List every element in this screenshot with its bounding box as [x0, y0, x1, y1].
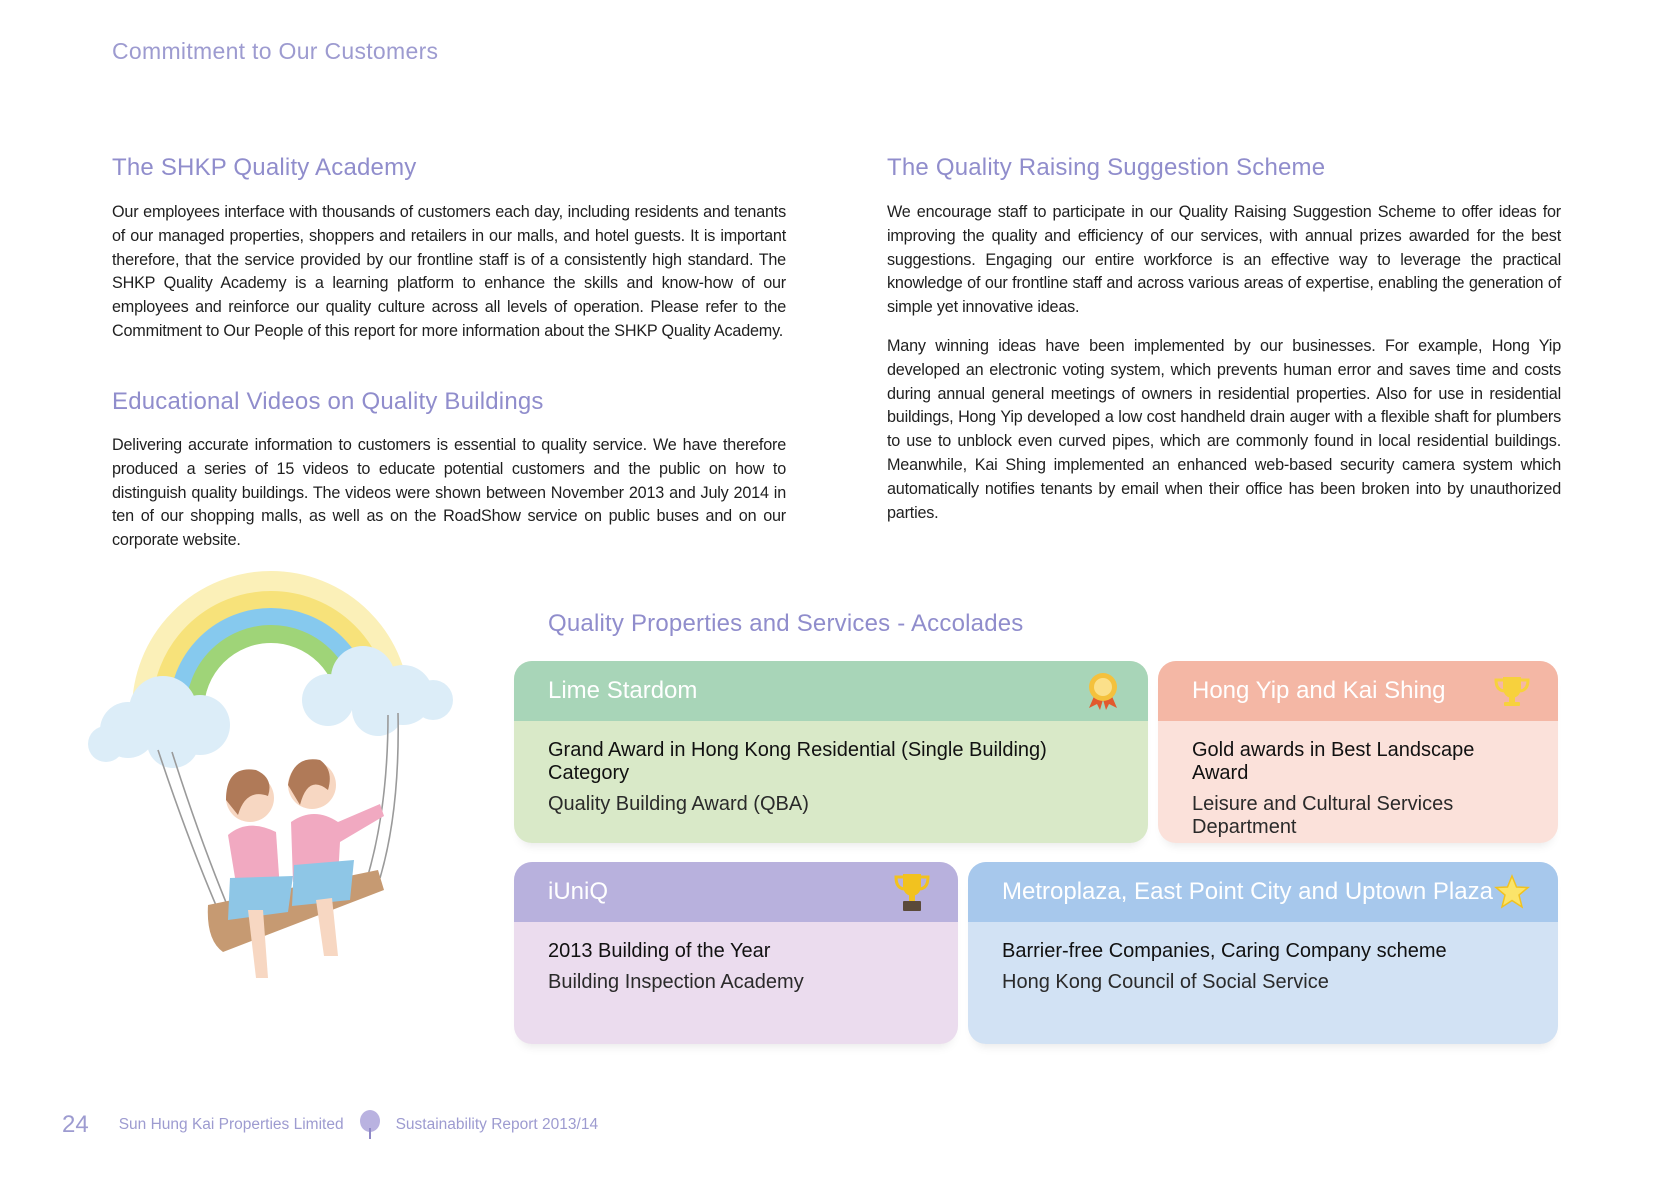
card-title: iUniQ	[548, 878, 609, 905]
academy-body	[112, 201, 786, 344]
accolade-card-metroplaza	[968, 862, 1558, 1044]
page-number: 24	[62, 1111, 89, 1138]
award-organization: Hong Kong Council of Social Service	[1002, 971, 1329, 993]
rainbow-swing-illustration	[88, 560, 468, 1000]
academy-paragraph: Our employees interface with thousands of customers each day, including residents and tenants of our managed properties, shoppers and retailers in our malls, and hotel guests. It is important therefore, that the service provided by our frontline staff is of a consistently high standard. The SHKP Quality Academy is a learning platform to enhance the skills and know-how of our employees and reinforce our quality culture across all levels of operation. Please refer to the Commitment to Our People of this report for more information about the SHKP Quality Academy.	[112, 203, 786, 340]
trophy-icon	[894, 872, 930, 912]
award-title: Gold awards in Best Landscape Award	[1192, 739, 1475, 784]
running-header: Commitment to Our Customers	[112, 38, 439, 64]
suggestion-scheme-heading: The Quality Raising Suggestion Scheme	[887, 154, 1326, 181]
accolade-card-hong-yip-kai-shing	[1158, 661, 1558, 843]
award-organization: Quality Building Award (QBA)	[548, 793, 809, 815]
card-title: Hong Yip and Kai Shing	[1192, 677, 1446, 704]
award-organization: Building Inspection Academy	[548, 971, 804, 993]
card-header	[968, 862, 1558, 922]
academy-heading: The SHKP Quality Academy	[112, 154, 417, 181]
card-body	[514, 721, 1148, 816]
report-title: Sustainability Report 2013/14	[395, 1116, 599, 1133]
page-footer	[62, 1110, 598, 1140]
card-body	[1158, 721, 1558, 839]
award-organization: Leisure and Cultural Services Department	[1192, 793, 1454, 838]
medal-icon	[1086, 672, 1120, 710]
videos-heading: Educational Videos on Quality Buildings	[112, 388, 544, 415]
videos-body	[112, 434, 786, 553]
card-header	[514, 661, 1148, 721]
company-name: Sun Hung Kai Properties Limited	[118, 1116, 344, 1133]
card-header	[514, 862, 958, 922]
card-body	[514, 922, 958, 994]
award-title: 2013 Building of the Year	[548, 940, 771, 962]
card-body	[968, 922, 1558, 994]
tree-icon	[358, 1110, 382, 1140]
accolade-card-iuniq	[514, 862, 958, 1044]
videos-paragraph: Delivering accurate information to customers is essential to quality service. We have therefore produced a series of 15 videos to educate potential customers and the public on how to distinguish quality buildings. The videos were shown between November 2013 and July 2014 in ten of our shopping malls, as well as on the RoadShow service on public buses and on our corporate website.	[112, 436, 786, 550]
suggestion-scheme-body	[887, 201, 1561, 525]
trophy-icon	[1494, 675, 1530, 707]
card-title: Metroplaza, East Point City and Uptown Plaza	[1002, 878, 1493, 905]
award-title: Grand Award in Hong Kong Residential (Single Building) Category	[548, 739, 1047, 784]
accolades-heading: Quality Properties and Services - Accolades	[548, 610, 1024, 637]
accolade-card-lime-stardom	[514, 661, 1148, 843]
card-title: Lime Stardom	[548, 677, 698, 704]
suggestion-paragraph-1: We encourage staff to participate in our Quality Raising Suggestion Scheme to offer ideas for improving the quality and efficiency of our services, with annual prizes awarded for the best suggestions. Engaging our entire workforce is an effective way to leverage the practical knowledge of our frontline staff and across various areas of expertise, enabling the generation of simple yet innovative ideas.	[887, 203, 1561, 317]
award-title: Barrier-free Companies, Caring Company scheme	[1002, 940, 1447, 962]
card-header	[1158, 661, 1558, 721]
suggestion-paragraph-2: Many winning ideas have been implemented by our businesses. For example, Hong Yip developed an electronic voting system, which prevents human error and saves time and costs during annual general meetings of owners in residential properties. Also for use in residential buildings, Hong Yip developed a low cost handheld drain auger with a flexible shaft for plumbers to use to unblock even curved pipes, which are commonly found in local residential buildings. Meanwhile, Kai Shing implemented an enhanced web-based security camera system which automatically notifies tenants by email when their office has been broken into by unauthorized parties.	[887, 336, 1561, 522]
star-icon	[1494, 874, 1530, 910]
